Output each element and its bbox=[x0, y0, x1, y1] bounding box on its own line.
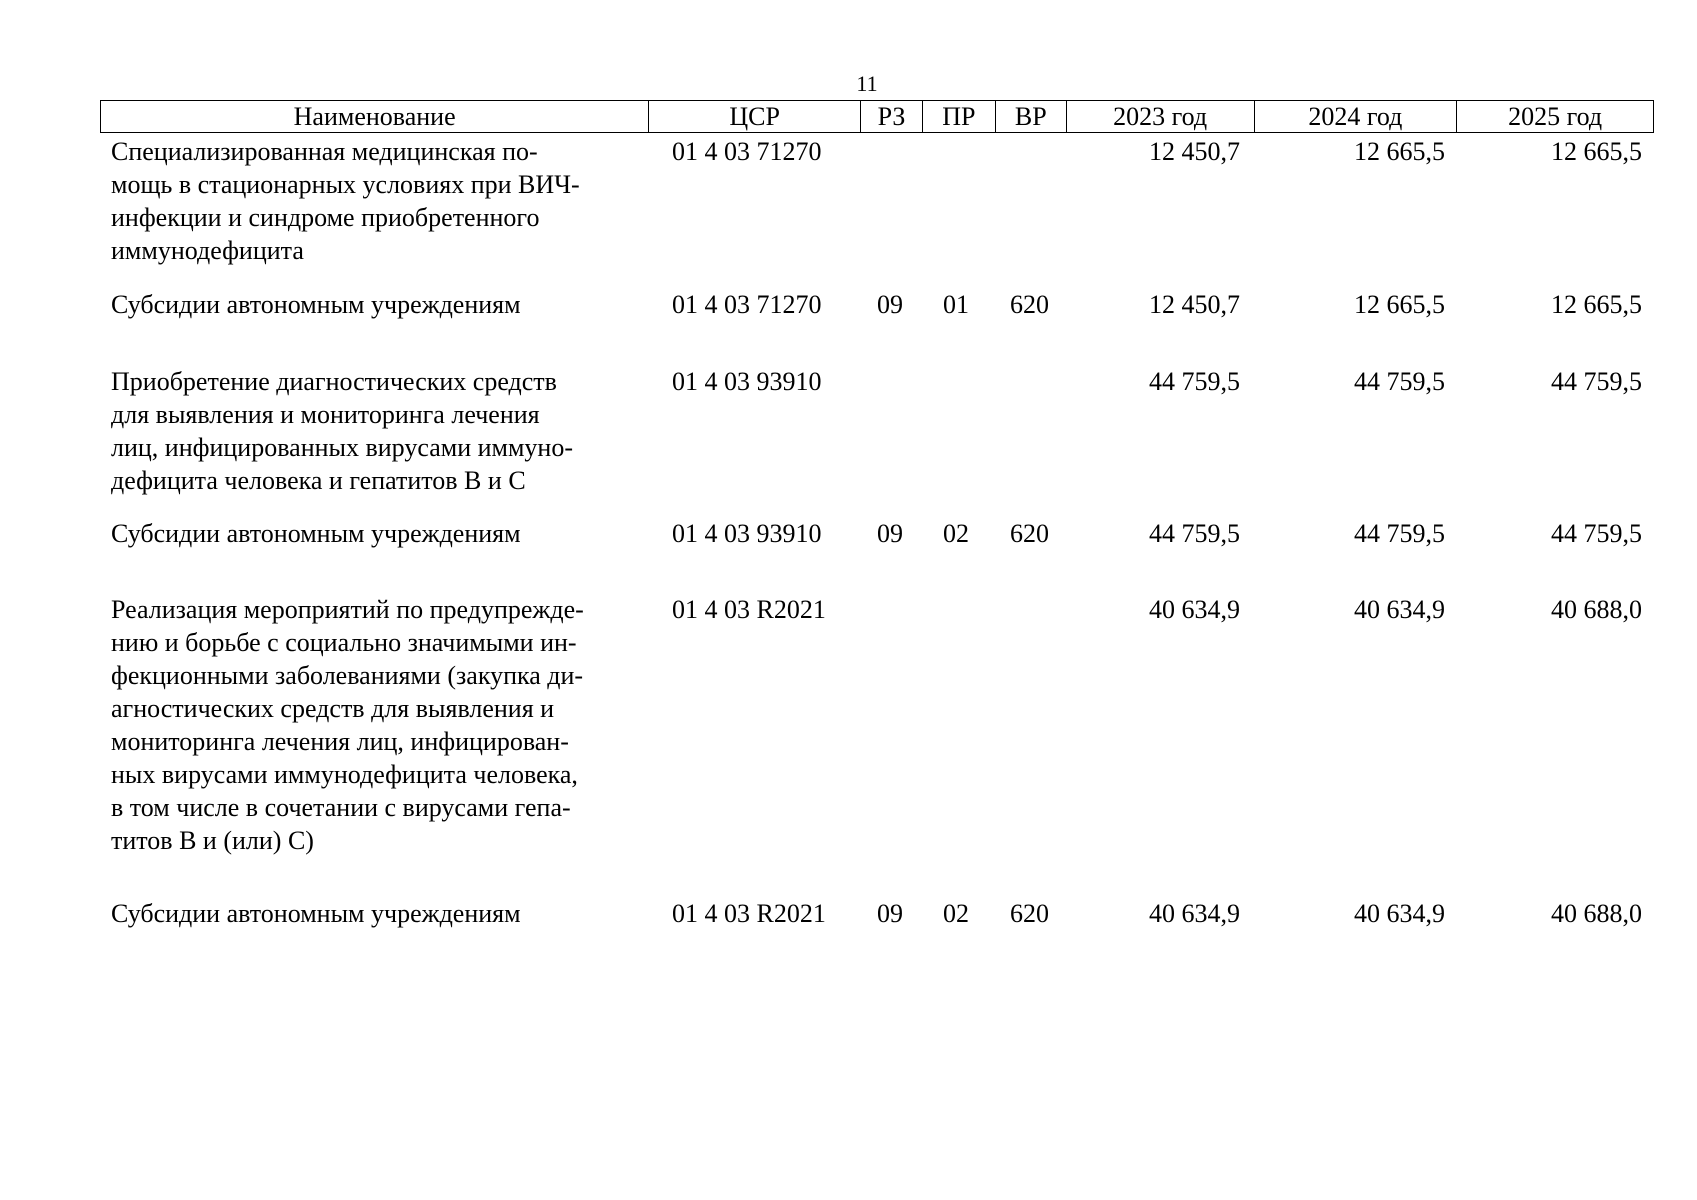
header-2023: 2023 год bbox=[1067, 101, 1255, 132]
header-rz: РЗ bbox=[861, 101, 923, 132]
row-2023: 40 634,9 bbox=[1149, 595, 1240, 624]
row-2025: 44 759,5 bbox=[1551, 519, 1642, 548]
row-2025: 40 688,0 bbox=[1551, 595, 1642, 624]
row-name: Специализированная медицинская по- мощь в стационарных условиях при ВИЧ- инфекции и синдроме приобретенного иммунодефицита bbox=[111, 137, 580, 265]
row-rz: 09 bbox=[877, 899, 903, 928]
table-header bbox=[100, 100, 1654, 133]
header-csr: ЦСР bbox=[649, 101, 861, 132]
row-2023: 12 450,7 bbox=[1149, 137, 1240, 166]
row-2023: 12 450,7 bbox=[1149, 290, 1240, 319]
row-pr: 01 bbox=[943, 290, 969, 319]
row-csr: 01 4 03 71270 bbox=[672, 290, 822, 319]
row-csr: 01 4 03 R2021 bbox=[672, 899, 826, 928]
row-pr: 02 bbox=[943, 899, 969, 928]
row-2023: 44 759,5 bbox=[1149, 519, 1240, 548]
row-name: Реализация мероприятий по предупрежде- нию и борьбе с социально значимыми ин- фекционными заболеваниями (закупка ди- агностических средств для выявления и мониторинга лечения лиц, инфицирован- ных вирусами иммунодефицита человека, в том числе в сочетании с вирусами гепа- титов B и (или) C) bbox=[111, 595, 584, 855]
header-2025: 2025 год bbox=[1508, 102, 1603, 131]
row-2025: 12 665,5 bbox=[1551, 290, 1642, 319]
row-name: Приобретение диагностических средств для выявления и мониторинга лечения лиц, инфицированных вирусами иммуно- дефицита человека и гепатитов B и C bbox=[111, 367, 573, 495]
row-vr: 620 bbox=[1010, 899, 1049, 928]
row-rz: 09 bbox=[877, 519, 903, 548]
header-2024: 2024 год bbox=[1255, 101, 1458, 132]
row-2025: 40 688,0 bbox=[1551, 899, 1642, 928]
row-2023: 44 759,5 bbox=[1149, 367, 1240, 396]
row-2024: 40 634,9 bbox=[1354, 595, 1445, 624]
row-vr: 620 bbox=[1010, 519, 1049, 548]
row-2025: 44 759,5 bbox=[1551, 367, 1642, 396]
row-2024: 44 759,5 bbox=[1354, 367, 1445, 396]
row-rz: 09 bbox=[877, 290, 903, 319]
row-2025: 12 665,5 bbox=[1551, 137, 1642, 166]
row-2024: 12 665,5 bbox=[1354, 290, 1445, 319]
row-csr: 01 4 03 R2021 bbox=[672, 595, 826, 624]
row-name: Субсидии автономным учреждениям bbox=[111, 899, 521, 928]
row-2024: 40 634,9 bbox=[1354, 899, 1445, 928]
row-name: Субсидии автономным учреждениям bbox=[111, 290, 521, 319]
row-name: Субсидии автономным учреждениям bbox=[111, 519, 521, 548]
row-csr: 01 4 03 93910 bbox=[672, 519, 822, 548]
header-vr: ВР bbox=[996, 101, 1067, 132]
row-csr: 01 4 03 93910 bbox=[672, 367, 822, 396]
row-pr: 02 bbox=[943, 519, 969, 548]
header-name: Наименование bbox=[101, 101, 649, 132]
page-number: 11 bbox=[856, 71, 878, 96]
header-pr: ПР bbox=[923, 101, 996, 132]
row-csr: 01 4 03 71270 bbox=[672, 137, 822, 166]
row-2023: 40 634,9 bbox=[1149, 899, 1240, 928]
row-vr: 620 bbox=[1010, 290, 1049, 319]
row-2024: 44 759,5 bbox=[1354, 519, 1445, 548]
row-2024: 12 665,5 bbox=[1354, 137, 1445, 166]
